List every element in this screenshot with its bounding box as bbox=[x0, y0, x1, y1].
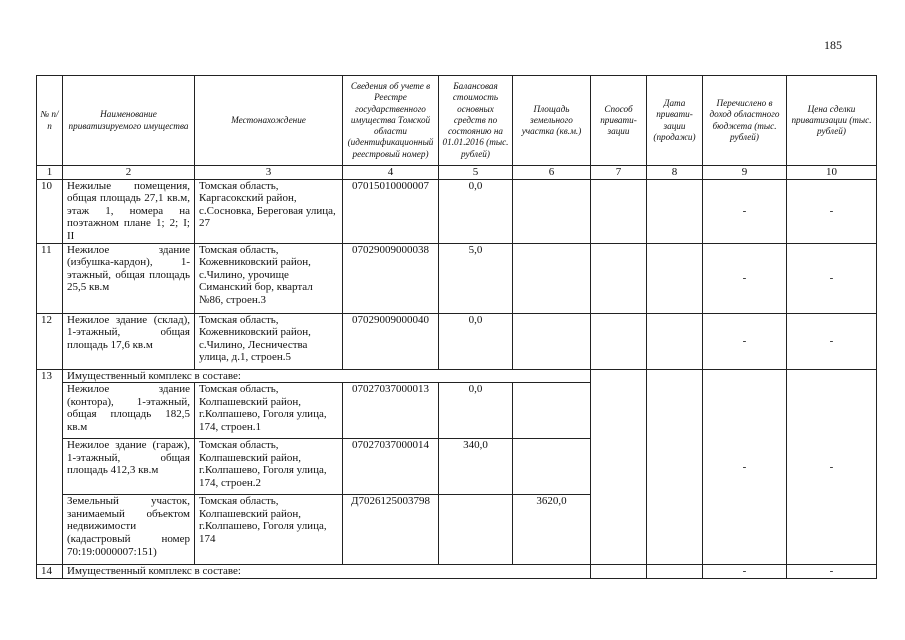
property-location: Томская область, Кожевниковский район, с.Чилино, Лесничества улица, д.1, строен.5 bbox=[195, 313, 343, 369]
header-transferred: Перечислено в доход областного бюджета (тыс. рублей) bbox=[703, 76, 787, 166]
header-price: Цена сделки приватизации (тыс. рублей) bbox=[787, 76, 877, 166]
property-name: Нежилое здание (склад), 1-этажный, общая площадь 17,6 кв.м bbox=[63, 313, 195, 369]
property-location: Томская область, Колпашевский район, г.Колпашево, Гоголя улица, 174, строен.1 bbox=[195, 383, 343, 439]
column-number: 1 bbox=[37, 166, 63, 180]
privatization-table bbox=[36, 75, 877, 579]
column-number: 3 bbox=[195, 166, 343, 180]
balance-value bbox=[439, 495, 513, 565]
registry-number: 07027037000013 bbox=[343, 383, 439, 439]
complex-title: Имущественный комплекс в составе: bbox=[63, 369, 591, 383]
privatization-date bbox=[647, 369, 703, 565]
property-name: Нежилое здание (гараж), 1-этажный, общая площадь 412,3 кв.м bbox=[63, 439, 195, 495]
deal-price: - bbox=[787, 313, 877, 369]
property-name: Нежилые помещения, общая площадь 27,1 кв.м, этаж 1, номера на поэтажном плане 1; 2; I; II bbox=[63, 179, 195, 243]
balance-value: 0,0 bbox=[439, 313, 513, 369]
deal-price: - bbox=[787, 243, 877, 313]
transferred-amount: - bbox=[703, 565, 787, 579]
land-area bbox=[513, 439, 591, 495]
transferred-amount: - bbox=[703, 313, 787, 369]
property-location: Томская область, Каргасокский район, с.Сосновка, Береговая улица, 27 bbox=[195, 179, 343, 243]
registry-number: 07029009000038 bbox=[343, 243, 439, 313]
privatization-date bbox=[647, 313, 703, 369]
header-land-area: Площадь земельного участка (кв.м.) bbox=[513, 76, 591, 166]
transferred-amount: - bbox=[703, 243, 787, 313]
transferred-amount: - bbox=[703, 369, 787, 565]
table-row bbox=[37, 565, 877, 579]
deal-price: - bbox=[787, 179, 877, 243]
balance-value: 0,0 bbox=[439, 179, 513, 243]
row-number: 14 bbox=[37, 565, 63, 579]
privatization-method bbox=[591, 179, 647, 243]
column-number: 5 bbox=[439, 166, 513, 180]
balance-value: 5,0 bbox=[439, 243, 513, 313]
privatization-method bbox=[591, 313, 647, 369]
row-number: 11 bbox=[37, 243, 63, 313]
balance-value: 0,0 bbox=[439, 383, 513, 439]
complex-title: Имущественный комплекс в составе: bbox=[63, 565, 591, 579]
column-number: 2 bbox=[63, 166, 195, 180]
property-location: Томская область, Колпашевский район, г.Колпашево, Гоголя улица, 174, строен.2 bbox=[195, 439, 343, 495]
header-name: Наименование приватизируемого имущества bbox=[63, 76, 195, 166]
land-area bbox=[513, 313, 591, 369]
header-location: Местонахождение bbox=[195, 76, 343, 166]
table-row bbox=[37, 313, 877, 369]
header-method: Способ привати-зации bbox=[591, 76, 647, 166]
privatization-method bbox=[591, 243, 647, 313]
deal-price: - bbox=[787, 369, 877, 565]
deal-price: - bbox=[787, 565, 877, 579]
column-number: 9 bbox=[703, 166, 787, 180]
header-num: № п/п bbox=[37, 76, 63, 166]
property-name: Земельный участок, занимаемый объектом недвижимости (кадастровый номер 70:19:0000007:151) bbox=[63, 495, 195, 565]
privatization-method bbox=[591, 565, 647, 579]
registry-number: 07029009000040 bbox=[343, 313, 439, 369]
property-location: Томская область, Колпашевский район, г.Колпашево, Гоголя улица, 174 bbox=[195, 495, 343, 565]
property-name: Нежилое здание (контора), 1-этажный, общая площадь 182,5 кв.м bbox=[63, 383, 195, 439]
property-location: Томская область, Кожевниковский район, с.Чилино, урочище Симанский бор, квартал №86, строен.3 bbox=[195, 243, 343, 313]
land-area bbox=[513, 243, 591, 313]
column-number: 10 bbox=[787, 166, 877, 180]
header-row bbox=[37, 76, 877, 166]
property-name: Нежилое здание (избушка-кардон), 1-этажный, общая площадь 25,5 кв.м bbox=[63, 243, 195, 313]
row-number: 10 bbox=[37, 179, 63, 243]
registry-number: Д7026125003798 bbox=[343, 495, 439, 565]
column-number: 7 bbox=[591, 166, 647, 180]
table-row bbox=[37, 369, 877, 383]
table-row bbox=[37, 179, 877, 243]
privatization-date bbox=[647, 179, 703, 243]
page-number: 185 bbox=[824, 38, 842, 52]
column-number: 8 bbox=[647, 166, 703, 180]
balance-value: 340,0 bbox=[439, 439, 513, 495]
column-number: 6 bbox=[513, 166, 591, 180]
privatization-date bbox=[647, 243, 703, 313]
column-number-row bbox=[37, 166, 877, 180]
privatization-date bbox=[647, 565, 703, 579]
privatization-method bbox=[591, 369, 647, 565]
header-date: Дата привати-зации (продажи) bbox=[647, 76, 703, 166]
header-balance-value: Балансовая стоимость основных средств по состоянию на 01.01.2016 (тыс. рублей) bbox=[439, 76, 513, 166]
registry-number: 07015010000007 bbox=[343, 179, 439, 243]
land-area bbox=[513, 383, 591, 439]
column-number: 4 bbox=[343, 166, 439, 180]
table-row bbox=[37, 243, 877, 313]
registry-number: 07027037000014 bbox=[343, 439, 439, 495]
transferred-amount: - bbox=[703, 179, 787, 243]
row-number: 13 bbox=[37, 369, 63, 565]
row-number: 12 bbox=[37, 313, 63, 369]
land-area: 3620,0 bbox=[513, 495, 591, 565]
header-registry: Сведения об учете в Реестре государственного имущества Томской области (идентификационный реестровый номер) bbox=[343, 76, 439, 166]
land-area bbox=[513, 179, 591, 243]
